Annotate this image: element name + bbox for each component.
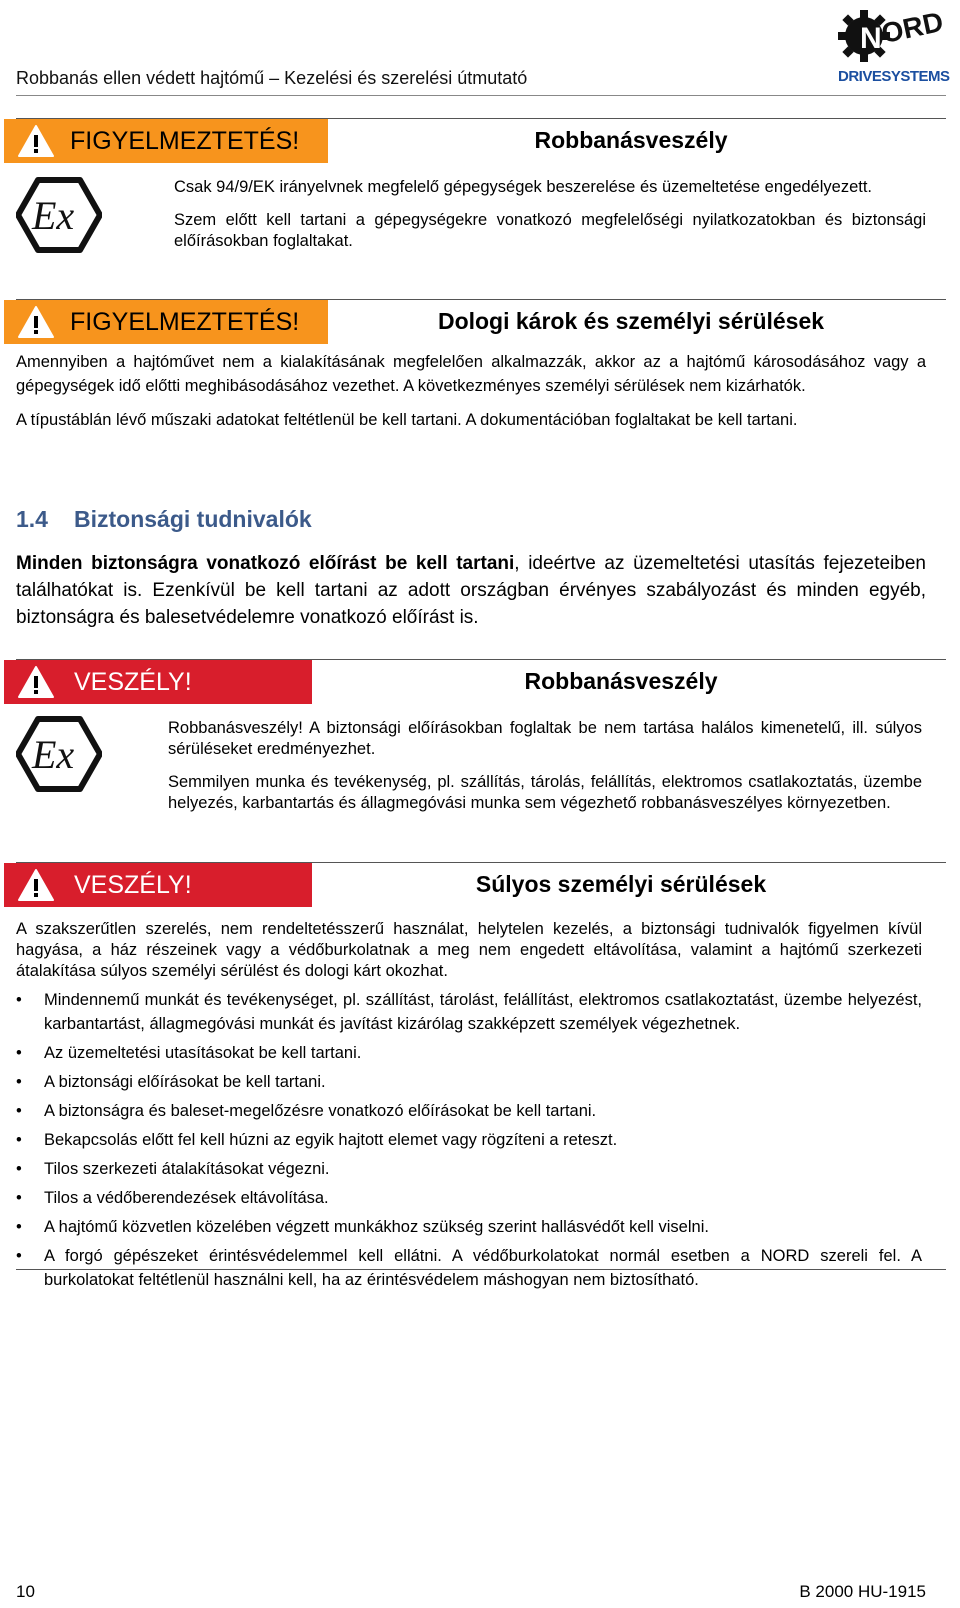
ex-explosion-icon: [16, 716, 102, 792]
list-item: • A forgó gépészeket érintésvédelemmel kell ellátni. A védőburkolatokat normál esetben a NORD szereli fel. A burkolatokat feltétlenül használni kell, ha az érintésvédelem máshogyan nem biztosítható.: [16, 1244, 922, 1292]
paragraph: A típustáblán lévő műszaki adatokat feltétlenül be kell tartani. A dokumentációban foglaltakat be kell tartani.: [16, 411, 798, 429]
warning-triangle-icon: [16, 300, 56, 344]
hazard-title: Dologi károk és személyi sérülések: [437, 308, 825, 334]
paragraph: Csak 94/9/EK irányelvnek megfelelő gépegységek beszerelése és üzemeltetése engedélyezett.: [174, 178, 873, 196]
warning-triangle-icon: [16, 863, 56, 907]
warning-body: [174, 177, 926, 260]
paragraph: Robbanásveszély! A biztonsági előírásokban foglaltak be nem tartása halálos kimenetelű, ill. súlyos sérüléseket eredményezhet.: [168, 719, 922, 758]
list-item: • A biztonsági előírásokat be kell tartani.: [16, 1070, 922, 1094]
svg-text:Ex: Ex: [32, 193, 75, 238]
warning-box-damage: [16, 299, 946, 466]
ex-explosion-icon: [16, 177, 102, 253]
hazard-title: Robbanásveszély: [534, 127, 728, 153]
section-lead: Minden biztonságra vonatkozó előírást be kell tartani: [16, 553, 515, 574]
list-item: • Az üzemeltetési utasításokat be kell tartani.: [16, 1041, 922, 1065]
danger-body: [168, 718, 922, 822]
warning-body: [16, 350, 926, 440]
warning-box-explosion: [16, 118, 946, 277]
section-text: , ideértve az üzemeltetési utasítás fejezeteiben találhatókat is. Ezenkívül be kell tartani az adott országban érvényes szabályozást és minden egyéb, biztonságra és balesetvédelemre vonatkozó előírást is.: [16, 553, 926, 628]
logo-letter: N: [860, 22, 882, 55]
paragraph: Semmilyen munka és tevékenység, pl. szállítás, tárolás, felállítás, elektromos csatlakoztatás, üzembe helyezés, karbantartás és állagmegóvási munka sem végezhető robbanásveszélyes környezetben.: [168, 773, 922, 812]
list-item: • Tilos a védőberendezések eltávolítása.: [16, 1186, 922, 1210]
bullet-list: [16, 988, 922, 1292]
signal-panel-danger: [4, 863, 312, 907]
section-title: Biztonsági tudnivalók: [74, 506, 312, 532]
danger-body: [16, 919, 922, 1297]
section-body: [16, 550, 926, 631]
svg-text:Ex: Ex: [32, 732, 75, 777]
list-item: • Bekapcsolás előtt fel kell húzni az egyik hajtott elemet vagy rögzíteni a reteszt.: [16, 1128, 922, 1152]
hazard-title: Súlyos személyi sérülések: [475, 871, 767, 897]
list-item: • A biztonságra és baleset-megelőzésre vonatkozó előírásokat be kell tartani.: [16, 1099, 922, 1123]
section-heading: [16, 506, 312, 533]
list-item: • Tilos szerkezeti átalakításokat végezni.: [16, 1157, 922, 1181]
paragraph: Szem előtt kell tartani a gépegységekre vonatkozó megfelelőségi nyilatkozatokban és biztonsági előírásokban foglaltakat.: [174, 211, 926, 250]
signal-panel-warning: [4, 300, 328, 344]
signal-panel-warning: [4, 119, 328, 163]
signal-word: VESZÉLY!: [74, 667, 192, 696]
section-number: 1.4: [16, 506, 48, 532]
nord-logo: [838, 2, 948, 88]
paragraph: A szakszerűtlen szerelés, nem rendeltetésszerű használat, helytelen kezelés, a biztonsági tudnivalók figyelmen kívül hagyása, a ház részeinek vagy a védőburkolatnak a meg nem engedett eltávolítása, valamint a hajtómű szerkezeti átalakítása súlyos személyi sérülést és dologi kárt okozhat.: [16, 920, 922, 980]
document-title: Robbanás ellen védett hajtómű – Kezelési és szerelési útmutató: [16, 68, 528, 88]
paragraph: Amennyiben a hajtóművet nem a kialakításának megfelelően alkalmazzák, akkor az a hajtómű károsodásához vagy a gépegységek idő előtti meghibásodásához vezethet. A következményes személyi sérülések nem kizárhatók.: [16, 353, 926, 395]
page-number: 10: [16, 1582, 35, 1601]
list-item: • Mindennemű munkát és tevékenységet, pl. szállítást, tárolást, felállítást, elektromos csatlakoztatást, üzembe helyezést, karbantartást, állagmegóvási munkát és javítást kizárólag szakképzett személyek végezhetnek.: [16, 988, 922, 1036]
document-code: B 2000 HU-1915: [799, 1582, 926, 1601]
danger-box-explosion: [16, 659, 946, 840]
header-divider: [16, 95, 946, 96]
danger-box-injury: [16, 862, 946, 1289]
hazard-title: Robbanásveszély: [524, 668, 718, 694]
signal-word: FIGYELMEZTETÉS!: [70, 126, 300, 155]
logo-subtitle: DRIVESYSTEMS: [838, 68, 950, 85]
signal-panel-danger: [4, 660, 312, 704]
signal-word: VESZÉLY!: [74, 870, 192, 899]
logo-word: ORD: [878, 5, 946, 50]
warning-triangle-icon: [16, 660, 56, 704]
warning-triangle-icon: [16, 119, 56, 163]
signal-word: FIGYELMEZTETÉS!: [70, 307, 300, 336]
nord-gear-icon: [838, 2, 948, 68]
list-item: • A hajtómű közvetlen közelében végzett munkákhoz szükség szerint hallásvédőt kell viselni.: [16, 1215, 922, 1239]
